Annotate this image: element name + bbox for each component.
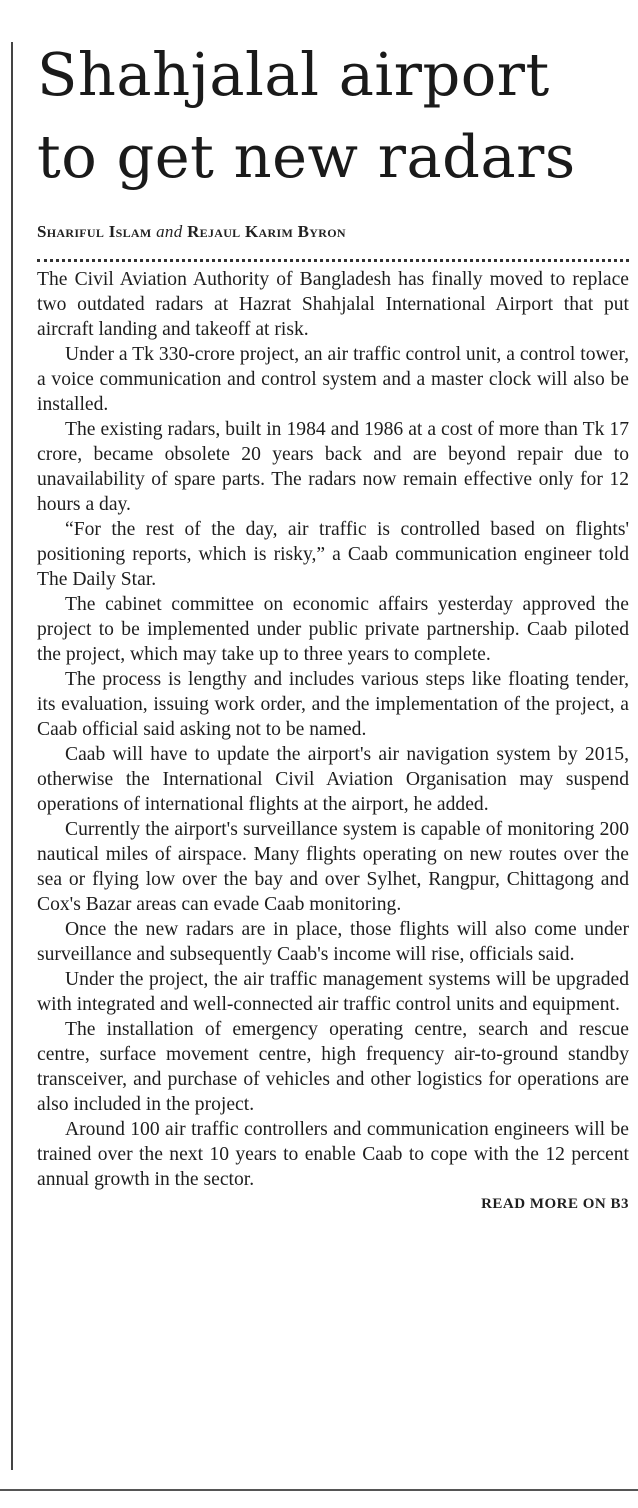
article-paragraph: Under the project, the air traffic management systems will be upgraded with integrated and well-connected air traffic control units and equipment. <box>37 969 629 1015</box>
article-paragraph: The cabinet committee on economic affairs yesterday approved the project to be implemented under public private partnership. Caab piloted the project, which may take up to three years to complete. <box>37 594 629 665</box>
article-byline <box>37 222 629 242</box>
byline-author-2: Rejaul Karim Byron <box>187 222 346 241</box>
news-article <box>37 34 629 1213</box>
article-paragraph: Currently the airport's surveillance system is capable of monitoring 200 nautical miles of airspace. Many flights operating on new routes over the sea or flying low over the bay and over Sylhet, Rangpur, Chittagong and Cox's Bazar areas can evade Caab monitoring. <box>37 819 629 915</box>
column-left-rule <box>11 42 13 1470</box>
article-headline: Shahjalal airport to get new radars <box>37 40 576 191</box>
article-paragraph: Caab will have to update the airport's air navigation system by 2015, otherwise the International Civil Aviation Organisation may suspend operations of international flights at the airport, he added. <box>37 744 629 815</box>
article-paragraph: The installation of emergency operating centre, search and rescue centre, surface movement centre, high frequency air-to-ground standby transceiver, and purchase of vehicles and other logistics for operations are also included in the project. <box>37 1019 629 1115</box>
article-paragraph: Around 100 air traffic controllers and communication engineers will be trained over the next 10 years to enable Caab to cope with the 12 percent annual growth in the sector. <box>37 1119 629 1190</box>
read-more-link[interactable]: READ MORE ON B3 <box>481 1196 629 1212</box>
article-paragraph: Once the new radars are in place, those flights will also come under surveillance and subsequently Caab's income will rise, officials said. <box>37 919 629 965</box>
article-paragraph: The process is lengthy and includes various steps like floating tender, its evaluation, issuing work order, and the implementation of the project, a Caab official said asking not to be named. <box>37 669 629 740</box>
byline-dotted-divider <box>37 259 629 262</box>
byline-conjunction: and <box>156 222 183 241</box>
article-paragraph: “For the rest of the day, air traffic is controlled based on flights' positioning reports, which is risky,” a Caab communication engineer told The Daily Star. <box>37 519 629 590</box>
byline-author-1: Shariful Islam <box>37 222 152 241</box>
article-paragraph: The Civil Aviation Authority of Bangladesh has finally moved to replace two outdated radars at Hazrat Shahjalal International Airport that put aircraft landing and takeoff at risk. <box>37 269 629 340</box>
page-bottom-rule <box>0 1489 638 1491</box>
article-paragraph: Under a Tk 330-crore project, an air traffic control unit, a control tower, a voice communication and control system and a master clock will also be installed. <box>37 344 629 415</box>
article-body <box>37 267 629 1192</box>
article-paragraph: The existing radars, built in 1984 and 1986 at a cost of more than Tk 17 crore, became obsolete 20 years back and are beyond repair due to unavailability of spare parts. The radars now remain effective only for 12 hours a day. <box>37 419 629 515</box>
